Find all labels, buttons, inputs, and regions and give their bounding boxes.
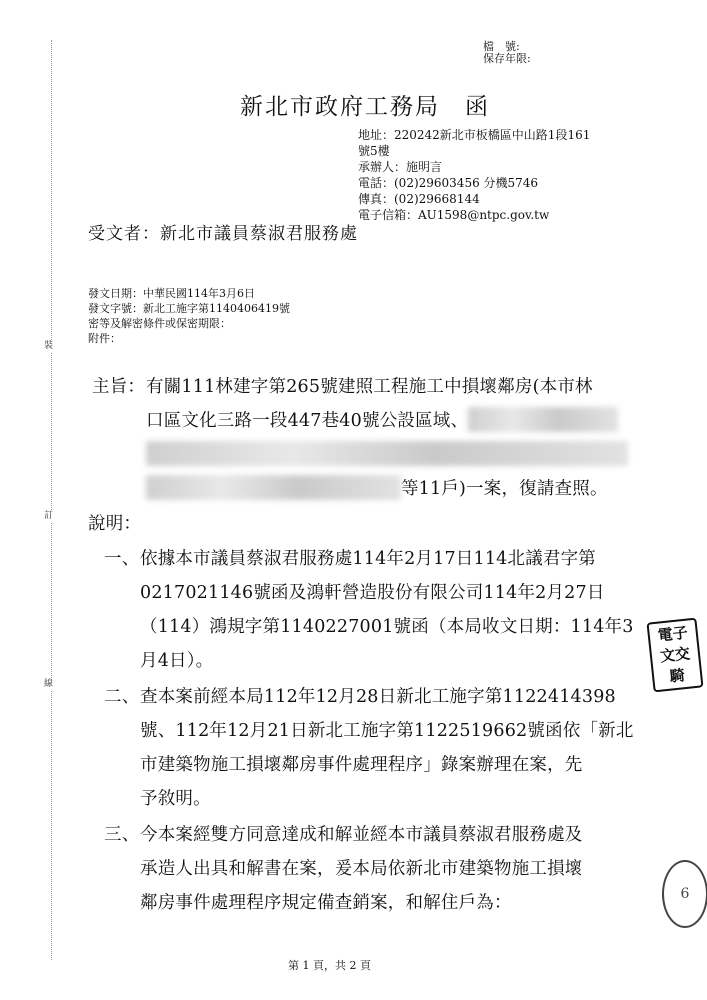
item-3-line: 鄰房事件處理程序規定備查銷案，和解住戶為：: [140, 893, 512, 913]
electronic-delivery-stamp: 電子 文交 騎: [646, 618, 703, 693]
item-number: 二、: [104, 687, 140, 707]
subject-line1: 有關111林建字第265號建照工程施工中損壞鄰房(本市林: [146, 377, 593, 397]
fax: 傳真：(02)29668144: [358, 192, 480, 206]
binding-mark-line: 線: [44, 679, 54, 689]
subject-line2-text: 口區文化三路一段447巷40號公設區域、: [146, 411, 469, 431]
binding-line: [51, 40, 52, 960]
redacted-addresses: [146, 475, 401, 500]
subject-line4: [146, 475, 608, 500]
classification: 密等及解密條件或保密期限：: [88, 317, 231, 330]
subject-line2: [146, 407, 618, 432]
item-number: 一、: [104, 549, 140, 569]
seal-mark: 6: [662, 860, 707, 928]
archive-retention: 保存年限:: [483, 52, 531, 65]
binding-mark-stitch: 訂: [44, 511, 54, 521]
redacted-addresses: [146, 441, 628, 466]
phone: 電話：(02)29603456 分機5746: [358, 176, 539, 190]
binding-mark-bind: 裝: [44, 341, 54, 351]
item-2-line: 號、112年12月21日新北工施字第1122519662號函依「新北: [140, 721, 634, 741]
document-number: 發文字號：新北工施字第1140406419號: [88, 302, 290, 315]
handler: 承辦人：施明言: [358, 160, 443, 174]
email: 電子信箱：AU1598@ntpc.gov.tw: [358, 208, 550, 222]
address-line1: 地址：220242新北市板橋區中山路1段161: [358, 128, 591, 142]
subject-line4-text: 等11戶)一案，復請查照。: [400, 479, 608, 499]
item-1-line: 依據本市議員蔡淑君服務處114年2月17日114北議君字第: [140, 549, 597, 569]
attachment: 附件：: [88, 332, 121, 345]
item-1-line: 0217021146號函及鴻軒營造股份有限公司114年2月27日: [140, 583, 605, 603]
item-1-line: 月4日）。: [140, 651, 214, 671]
explanation-label: 說明：: [88, 514, 142, 534]
item-2-line: 予敘明。: [140, 789, 211, 809]
issue-date: 發文日期：中華民國114年3月6日: [88, 287, 255, 300]
item-2-line: 查本案前經本局112年12月28日新北工施字第1122414398: [140, 687, 616, 707]
subject-line3: [146, 441, 628, 466]
redacted-addresses: [468, 407, 618, 432]
archive-file-no: 檔 號:: [483, 40, 520, 53]
meta-block: [88, 286, 290, 346]
item-3-line: 承造人出具和解書在案，爰本局依新北市建築物施工損壞: [140, 859, 583, 879]
subject-label: 主旨：: [92, 377, 146, 397]
sender-info: [358, 127, 590, 223]
item-1-line: （114）鴻規字第1140227001號函（本局收文日期：114年3: [140, 617, 634, 637]
item-number: 三、: [104, 825, 140, 845]
recipient: 受文者：新北市議員蔡淑君服務處: [88, 224, 358, 244]
item-3-line: 今本案經雙方同意達成和解並經本市議員蔡淑君服務處及: [140, 825, 583, 845]
item-2-line: 市建築物施工損壞鄰房事件處理程序」錄案辦理在案，先: [140, 755, 583, 775]
document-title: 新北市政府工務局 函: [240, 94, 490, 120]
page-footer: 第 1 頁，共 2 頁: [288, 959, 371, 972]
address-line2: 號5樓: [358, 144, 390, 158]
